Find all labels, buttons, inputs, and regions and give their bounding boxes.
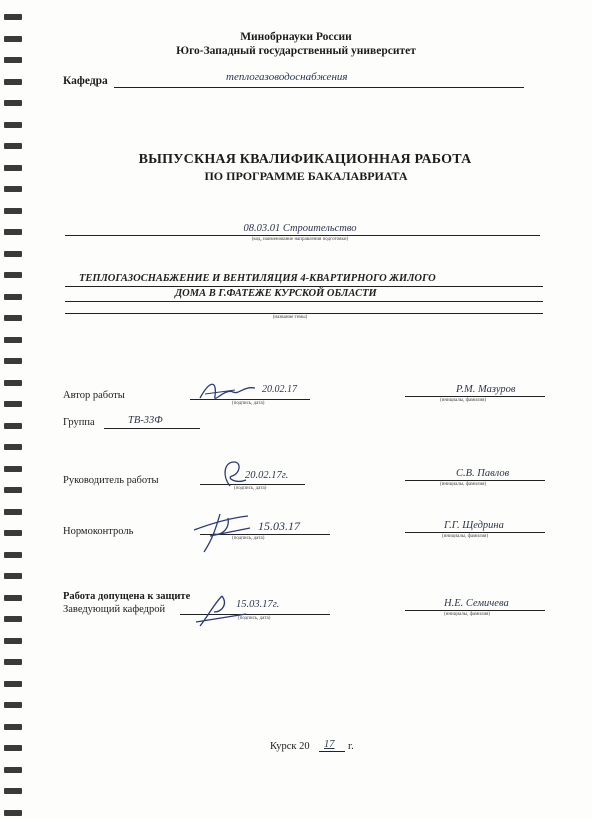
normcontrol-date: 15.03.17 [258, 519, 300, 533]
binding-ring [4, 380, 22, 386]
binding-ring [4, 681, 22, 687]
author-name: Р.М. Мазуров [456, 384, 516, 395]
group-underline [104, 428, 200, 429]
footer-suffix: г. [348, 741, 354, 752]
normcontrol-name-line [405, 532, 545, 533]
binding-ring [4, 745, 22, 751]
binding-ring [4, 79, 22, 85]
binding-ring [4, 444, 22, 450]
author-label: Автор работы [63, 390, 125, 401]
topic-underline-1 [65, 286, 543, 287]
binding-ring [4, 358, 22, 364]
university-text: Юго-Западный государственный университет [176, 45, 416, 57]
group-value: ТВ-33Ф [128, 415, 163, 426]
footer-city: Курск 20 [270, 741, 310, 752]
normcontrol-name: Г.Г. Щедрина [444, 520, 504, 531]
topic-underline-2 [65, 301, 543, 302]
supervisor-name-line [405, 480, 545, 481]
author-sign-caption: (подпись, дата) [232, 401, 265, 406]
author-name-line [405, 396, 545, 397]
binding-ring [4, 315, 22, 321]
binding-ring [4, 638, 22, 644]
head-of-department-signature [192, 590, 252, 630]
binding-ring [4, 595, 22, 601]
binding-ring [4, 487, 22, 493]
department-label: Кафедра [63, 75, 108, 87]
normcontrol-name-caption: (инициалы, фамилия) [442, 534, 489, 539]
department-value: теплогазоводоснабжения [226, 71, 348, 83]
work-title-line1: ВЫПУСКНАЯ КВАЛИФИКАЦИОННАЯ РАБОТА [138, 152, 472, 167]
binding-ring [4, 423, 22, 429]
binding-ring [4, 552, 22, 558]
binding-ring [4, 530, 22, 536]
supervisor-sign-caption: (подпись, дата) [234, 486, 267, 491]
binding-ring [4, 143, 22, 149]
admission-heading: Работа допущена к защите [63, 591, 191, 602]
binding-ring [4, 788, 22, 794]
department-underline [114, 87, 524, 88]
binding-ring [4, 337, 22, 343]
spiral-binding [0, 0, 26, 819]
supervisor-label: Руководитель работы [63, 475, 159, 486]
topic-underline-3 [65, 313, 543, 314]
normcontrol-label: Нормоконтроль [63, 526, 134, 537]
binding-ring [4, 616, 22, 622]
binding-ring [4, 122, 22, 128]
work-title-line2: ПО ПРОГРАММЕ БАКАЛАВРИАТА [204, 169, 408, 183]
binding-ring [4, 401, 22, 407]
binding-ring [4, 659, 22, 665]
topic-line1: ТЕПЛОГАЗОСНАБЖЕНИЕ И ВЕНТИЛЯЦИЯ 4-КВАРТИРНОГО ЖИЛОГО [79, 273, 436, 284]
binding-ring [4, 767, 22, 773]
binding-ring [4, 208, 22, 214]
supervisor-name: С.В. Павлов [456, 468, 510, 479]
binding-ring [4, 251, 22, 257]
author-name-caption: (инициалы, фамилия) [440, 398, 487, 403]
binding-ring [4, 509, 22, 515]
head-name-caption: (инициалы, фамилия) [444, 612, 491, 617]
topic-line2: ДОМА В Г.ФАТЕЖЕ КУРСКОЙ ОБЛАСТИ [175, 288, 377, 299]
supervisor-date: 20.02.17г. [245, 470, 289, 481]
head-of-department-name: Н.Е. Семичева [444, 598, 509, 609]
head-of-department-label: Заведующий кафедрой [63, 604, 166, 615]
binding-ring [4, 186, 22, 192]
direction-value: 08.03.01 Строительство [243, 223, 357, 234]
binding-ring [4, 229, 22, 235]
binding-ring [4, 57, 22, 63]
head-name-line [405, 610, 545, 611]
binding-ring [4, 294, 22, 300]
binding-ring [4, 573, 22, 579]
normcontrol-signature [190, 506, 265, 556]
direction-underline [65, 235, 540, 236]
topic-caption: (название темы) [272, 315, 308, 320]
author-date: 20.02.17 [262, 384, 297, 395]
binding-ring [4, 466, 22, 472]
ministry-text: Минобрнауки России [240, 31, 352, 43]
binding-ring [4, 702, 22, 708]
supervisor-name-caption: (инициалы, фамилия) [440, 482, 487, 487]
binding-ring [4, 14, 22, 20]
binding-ring [4, 724, 22, 730]
binding-ring [4, 272, 22, 278]
binding-ring [4, 100, 22, 106]
binding-ring [4, 810, 22, 816]
direction-caption: (код, наименование направления подготовки) [251, 237, 349, 242]
admission-date: 15.03.17г. [236, 599, 280, 610]
group-label: Группа [63, 417, 95, 428]
admission-sign-caption: (подпись, дата) [238, 616, 271, 621]
normcontrol-sign-caption: (подпись, дата) [232, 536, 265, 541]
footer-year: 17 [324, 739, 335, 750]
footer-year-line [319, 751, 345, 752]
